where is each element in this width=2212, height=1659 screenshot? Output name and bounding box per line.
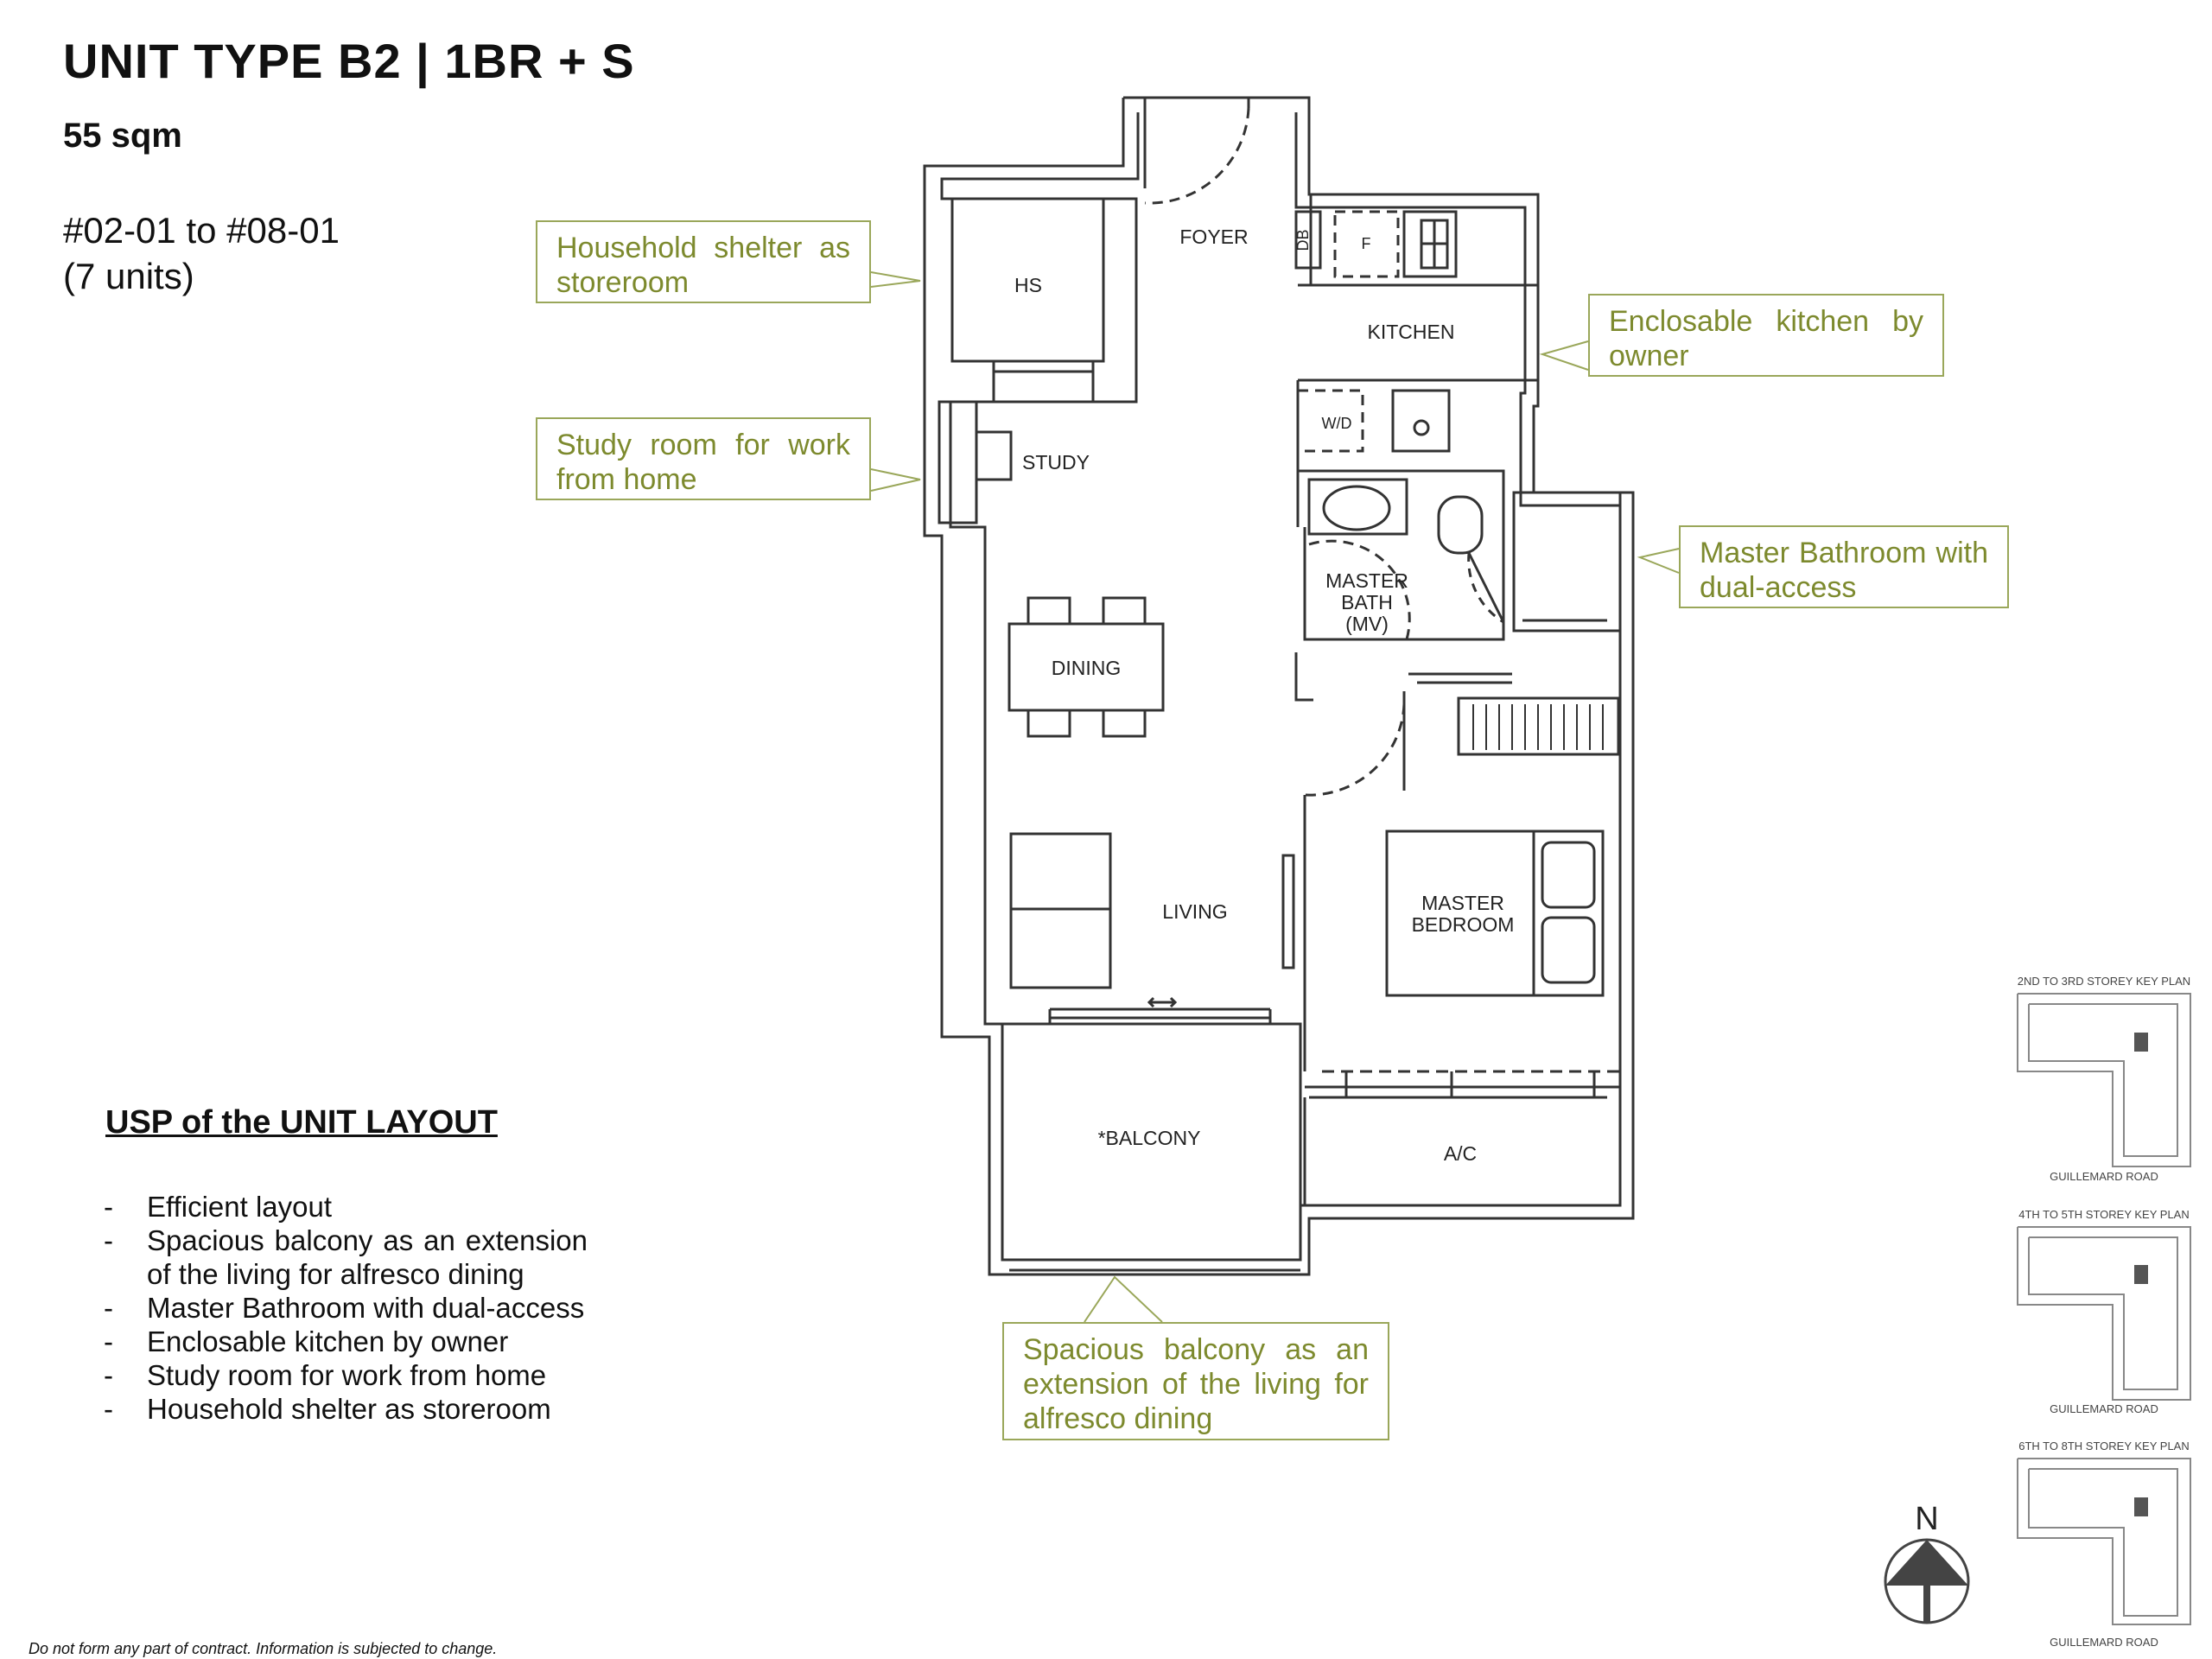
unit-range-line-1: #02-01 to #08-01: [63, 210, 340, 251]
usp-item: - Household shelter as storeroom: [104, 1392, 588, 1426]
room-label-master-bath-3: (MV): [1345, 613, 1389, 635]
compass-label: N: [1915, 1501, 1939, 1537]
usp-item: - Study room for work from home: [104, 1358, 588, 1392]
key-plan-2: [2018, 1227, 2190, 1400]
usp-item: - Master Bathroom with dual-access: [104, 1291, 588, 1325]
room-label-washer-dryer: W/D: [1321, 415, 1352, 432]
room-label-study: STUDY: [1022, 451, 1090, 474]
sofa: [1011, 834, 1110, 988]
key-plan-3: [2018, 1459, 2190, 1624]
key-plan-road-2: GUILLEMARD ROAD: [2050, 1402, 2158, 1415]
callout-study-room: Study room for work from home: [536, 417, 871, 500]
unit-range-line-2: (7 units): [63, 256, 194, 296]
unit-type-title: UNIT TYPE B2 | 1BR + S: [63, 34, 635, 88]
room-label-master-bedroom-2: BEDROOM: [1411, 913, 1515, 936]
room-label-kitchen: KITCHEN: [1367, 321, 1455, 343]
room-label-master-bath-1: MASTER: [1325, 569, 1408, 592]
study-desk: [939, 402, 976, 523]
callout-household-shelter: Household shelter as storeroom: [536, 220, 871, 303]
callout-master-bathroom: Master Bathroom with dual-access: [1679, 525, 2009, 608]
usp-item: - Enclosable kitchen by owner: [104, 1325, 588, 1358]
room-label-db: DB: [1294, 229, 1312, 251]
callout-enclosable-kitchen: Enclosable kitchen by owner: [1588, 294, 1944, 377]
key-plan-road-1: GUILLEMARD ROAD: [2050, 1170, 2158, 1183]
usp-heading: USP of the UNIT LAYOUT: [105, 1104, 498, 1141]
key-plan-road-3: GUILLEMARD ROAD: [2050, 1636, 2158, 1649]
room-label-hs: HS: [1014, 274, 1042, 296]
key-plan-title-2: 4TH TO 5TH STOREY KEY PLAN: [2018, 1208, 2190, 1221]
room-label-ac: A/C: [1443, 1142, 1478, 1165]
room-label-fridge: F: [1361, 235, 1371, 252]
room-label-master-bath-2: BATH: [1341, 591, 1393, 613]
usp-list: [104, 1190, 588, 1426]
key-plan-1: [2018, 994, 2190, 1166]
room-label-foyer: FOYER: [1179, 226, 1249, 248]
room-label-living: LIVING: [1162, 900, 1228, 923]
room-label-dining: DINING: [1051, 657, 1122, 679]
room-label-master-bedroom-1: MASTER: [1421, 892, 1504, 914]
usp-item: - Spacious balcony as an extension of the living for alfresco dining: [104, 1224, 588, 1291]
key-plans: [2018, 975, 2190, 1649]
key-plan-title-1: 2ND TO 3RD STOREY KEY PLAN: [2017, 975, 2191, 988]
key-plan-title-3: 6TH TO 8TH STOREY KEY PLAN: [2018, 1440, 2190, 1452]
unit-area: 55 sqm: [63, 117, 182, 155]
room-label-balcony: *BALCONY: [1097, 1127, 1201, 1149]
usp-item: - Efficient layout: [104, 1190, 588, 1224]
disclaimer: Do not form any part of contract. Information is subjected to change.: [29, 1640, 498, 1657]
callout-balcony: Spacious balcony as an extension of the living for alfresco dining: [1002, 1322, 1389, 1440]
north-compass: [1885, 1501, 1968, 1623]
